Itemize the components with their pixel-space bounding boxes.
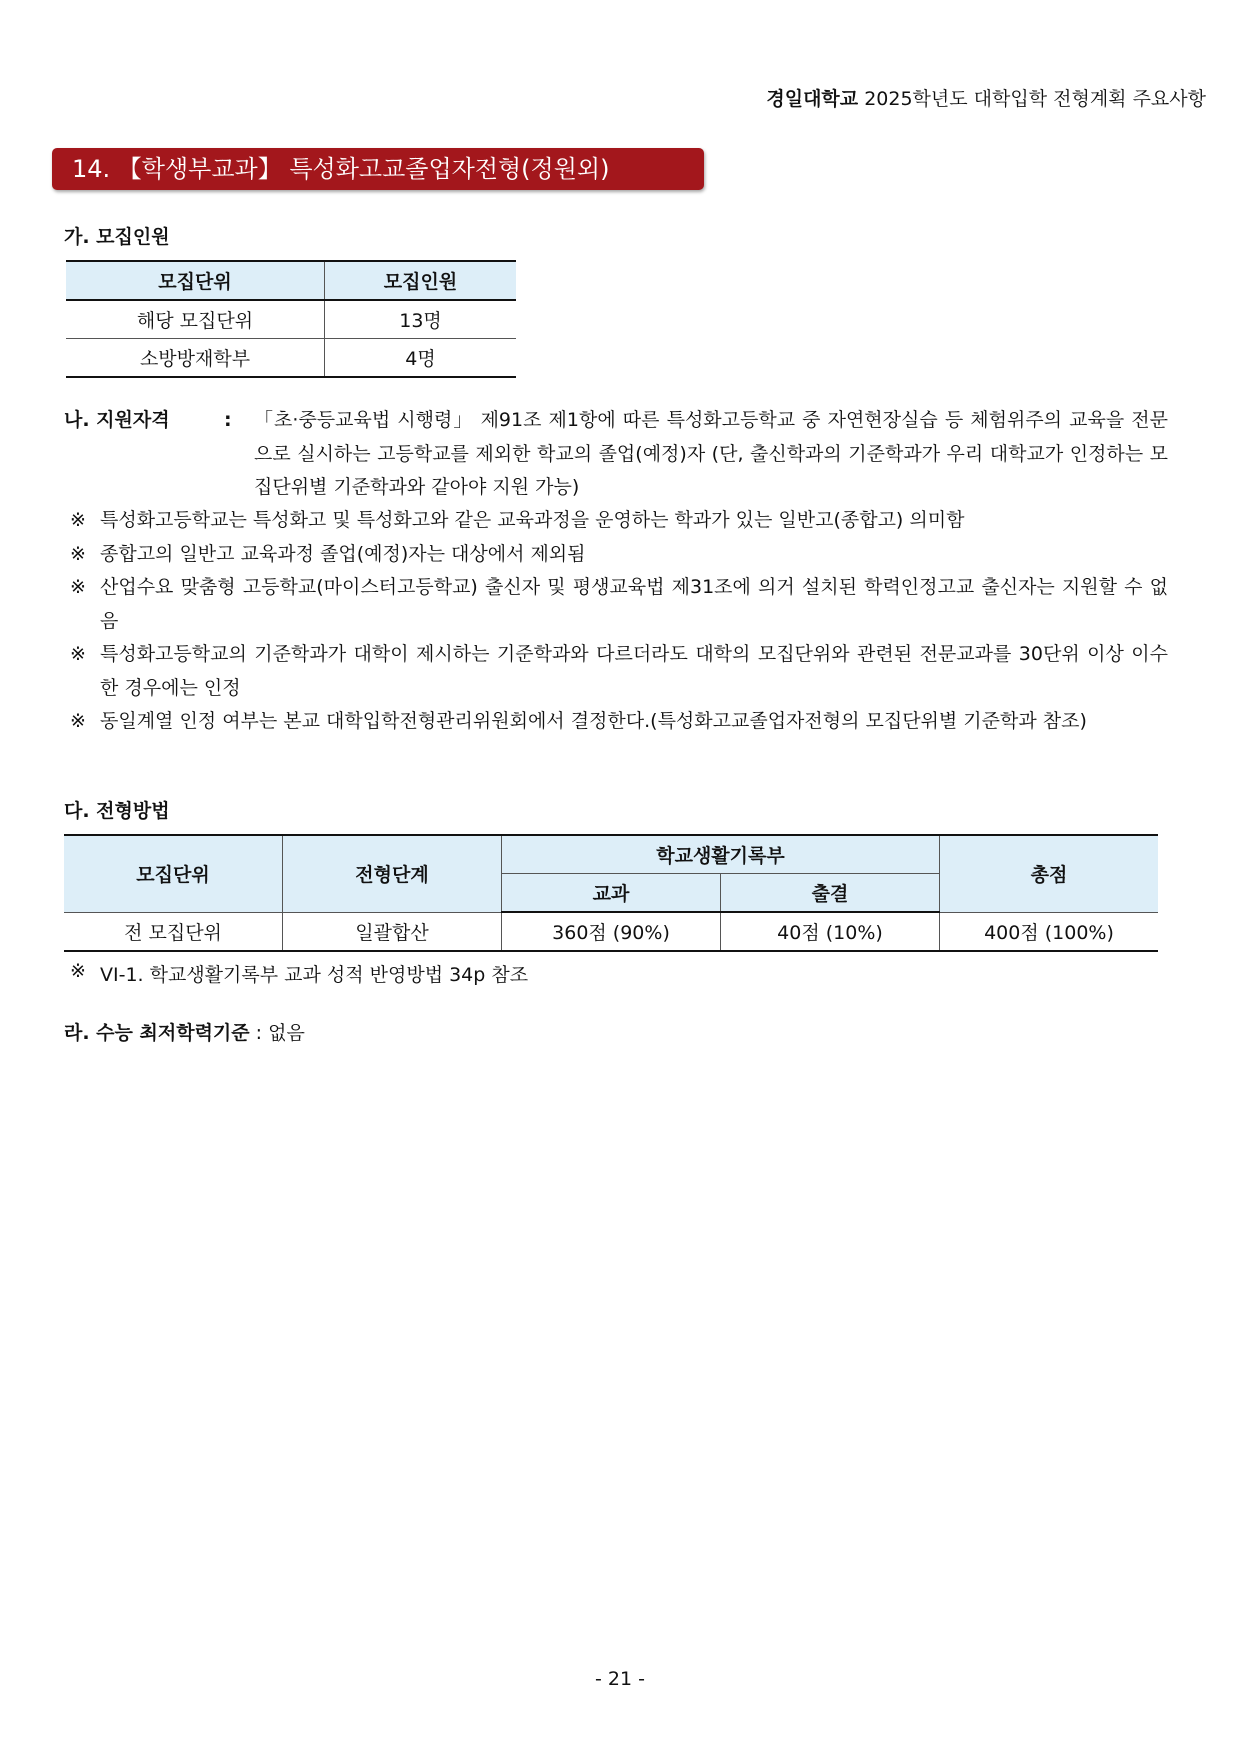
note-text: 동일계열 인정 여부는 본교 대학입학전형관리위원회에서 결정한다.(특성화고교졸업자전형의 모집단위별 기준학과 참조): [100, 710, 1087, 732]
reference-mark-icon: ※: [70, 710, 86, 732]
qualification-colon: :: [224, 409, 232, 431]
reference-mark-icon: ※: [70, 576, 86, 598]
note-item: [70, 571, 1168, 638]
table-cell: 해당 모집단위: [66, 300, 325, 339]
section-title-banner: 14. 【학생부교과】 특성화고교졸업자전형(정원외): [52, 148, 704, 190]
table-cell-attendance: 40점 (10%): [721, 912, 940, 951]
note-text: 산업수요 맞춤형 고등학교(마이스터고등학교) 출신자 및 평생교육법 제31조에 의거 설치된 학력인정고교 출신자는 지원할 수 없음: [100, 576, 1168, 632]
column-header-attendance: 출결: [721, 874, 940, 913]
note-item: [70, 538, 1168, 572]
table-cell-stage: 일괄합산: [283, 912, 502, 951]
note-item: [70, 504, 1168, 538]
qualification-text: 「초·중등교육법 시행령」 제91조 제1항에 따른 특성화고등학교 중 자연현장실습 등 체험위주의 교육을 전문으로 실시하는 고등학교를 제외한 학교의 졸업(예정)자 (단, 출신학과의 기준학과가 우리 대학교가 인정하는 모집단위별 기준학과와 같아야 지원 가능): [254, 409, 1168, 498]
table-cell-subject: 360점 (90%): [502, 912, 721, 951]
note-text: 종합고의 일반고 교육과정 졸업(예정)자는 대상에서 제외됨: [100, 542, 586, 565]
column-header-stage: 전형단계: [283, 835, 502, 912]
reference-mark-icon: ※: [70, 542, 86, 565]
reference-mark-icon: ※: [70, 960, 86, 982]
note-item: [70, 638, 1168, 705]
csat-value: 없음: [268, 1022, 305, 1044]
table-row: [66, 300, 516, 339]
csat-colon: :: [249, 1022, 269, 1044]
table-cell: 소방방재학부: [66, 339, 325, 378]
column-header: 모집단위: [66, 261, 325, 300]
table-cell-total: 400점 (100%): [940, 912, 1159, 951]
csat-requirement: [64, 1018, 305, 1045]
column-header-unit: 모집단위: [64, 835, 283, 912]
table-header-row: [64, 835, 1158, 874]
reference-mark-icon: ※: [70, 509, 86, 531]
qualification-label: 나. 지원자격: [64, 409, 170, 431]
csat-label: 라. 수능 최저학력기준: [64, 1022, 250, 1044]
note-text: 특성화고등학교는 특성화고 및 특성화고와 같은 교육과정을 운영하는 학과가 있는 일반고(종합고) 의미함: [100, 509, 965, 531]
method-note: [70, 960, 528, 987]
qualification-section: [64, 404, 1168, 505]
table-header-row: [66, 261, 516, 300]
column-header-subject: 교과: [502, 874, 721, 913]
method-table: [64, 834, 1158, 952]
method-note-text: VI-1. 학교생활기록부 교과 성적 반영방법 34p 참조: [100, 964, 529, 986]
qualification-notes: [70, 504, 1168, 739]
column-header: 모집인원: [325, 261, 517, 300]
column-header-total: 총점: [940, 835, 1159, 912]
header-subtitle: 2025학년도 대학입학 전형계획 주요사항: [864, 88, 1206, 110]
table-row: [66, 339, 516, 378]
header-university: 경일대학교: [766, 88, 859, 110]
table-cell-unit: 전 모집단위: [64, 912, 283, 951]
recruitment-table: [66, 260, 516, 378]
note-item: [70, 705, 1168, 739]
table-cell: 4명: [325, 339, 517, 378]
method-heading: 다. 전형방법: [64, 800, 170, 822]
page-header: [766, 84, 1206, 111]
page-number: - 21 -: [595, 1668, 645, 1690]
table-row: [64, 912, 1158, 951]
table-cell: 13명: [325, 300, 517, 339]
note-text: 특성화고등학교의 기준학과가 대학이 제시하는 기준학과와 다르더라도 대학의 모집단위와 관련된 전문교과를 30단위 이상 이수한 경우에는 인정: [100, 643, 1168, 699]
reference-mark-icon: ※: [70, 643, 86, 665]
column-header-record: 학교생활기록부: [502, 835, 940, 874]
recruitment-heading: 가. 모집인원: [64, 226, 170, 248]
